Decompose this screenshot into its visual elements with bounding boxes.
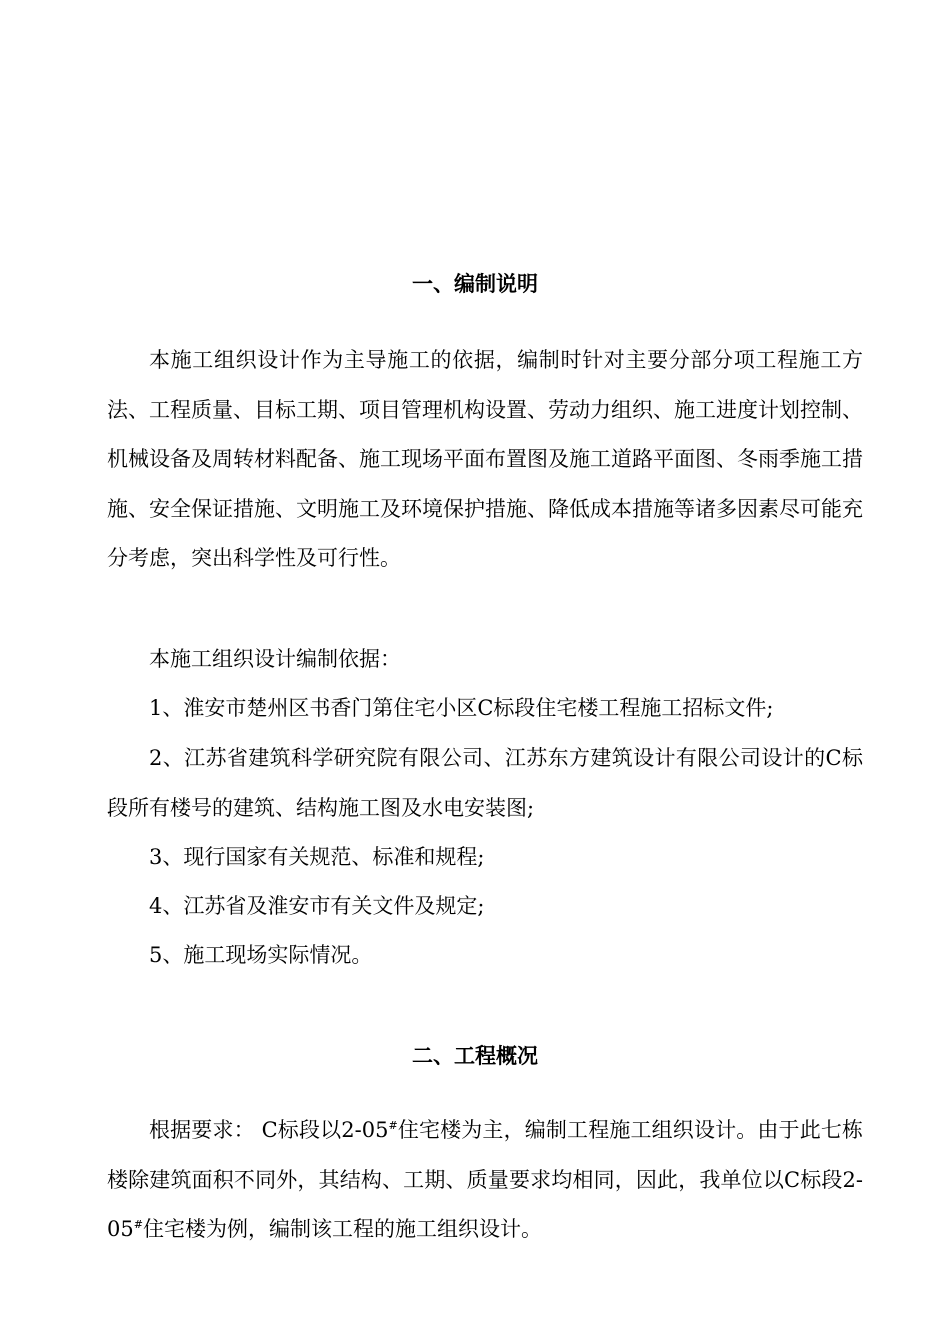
basis-item-3: 3、现行国家有关规范、标准和规程; <box>149 845 485 869</box>
basis-item-1: 1、淮安市楚州区书香门第住宅小区C标段住宅楼工程施工招标文件; <box>149 696 774 720</box>
section-1-heading: 一、编制说明 <box>412 272 538 296</box>
overview-superscript-2: # <box>133 1218 143 1231</box>
overview-superscript-1: # <box>388 1119 398 1132</box>
basis-item-2: 2、江苏省建筑科学研究院有限公司、江苏东方建筑设计有限公司设计的C标段所有楼号的建筑、结构施工图及水电安装图; <box>107 746 863 820</box>
basis-label: 本施工组织设计编制依据： <box>149 647 401 671</box>
overview-text-3: 住宅楼为例，编制该工程的施工组织设计。 <box>142 1217 542 1241</box>
section-2-overview-paragraph <box>107 1106 863 1255</box>
basis-item-4: 4、江苏省及淮安市有关文件及规定; <box>149 894 485 918</box>
overview-text-1: 根据要求： C标段以2-05 <box>149 1118 389 1142</box>
overview-text-2: 住宅楼为主，编制工程施工组织设计。由于此七栋楼除建筑面积不同外，其结构、工期、质量要求均相同，因此，我单位以C标段2-05 <box>107 1118 864 1241</box>
section-1-intro-paragraph: 本施工组织设计作为主导施工的依据，编制时针对主要分部分项工程施工方法、工程质量、目标工期、项目管理机构设置、劳动力组织、施工进度计划控制、机械设备及周转材料配备、施工现场平面布置图及施工道路平面图、冬雨季施工措施、安全保证措施、文明施工及环境保护措施、降低成本措施等诸多因素尽可能充分考虑，突出科学性及可行性。 <box>107 348 863 570</box>
section-2-heading: 二、工程概况 <box>412 1044 538 1068</box>
basis-item-5: 5、施工现场实际情况。 <box>149 943 373 967</box>
